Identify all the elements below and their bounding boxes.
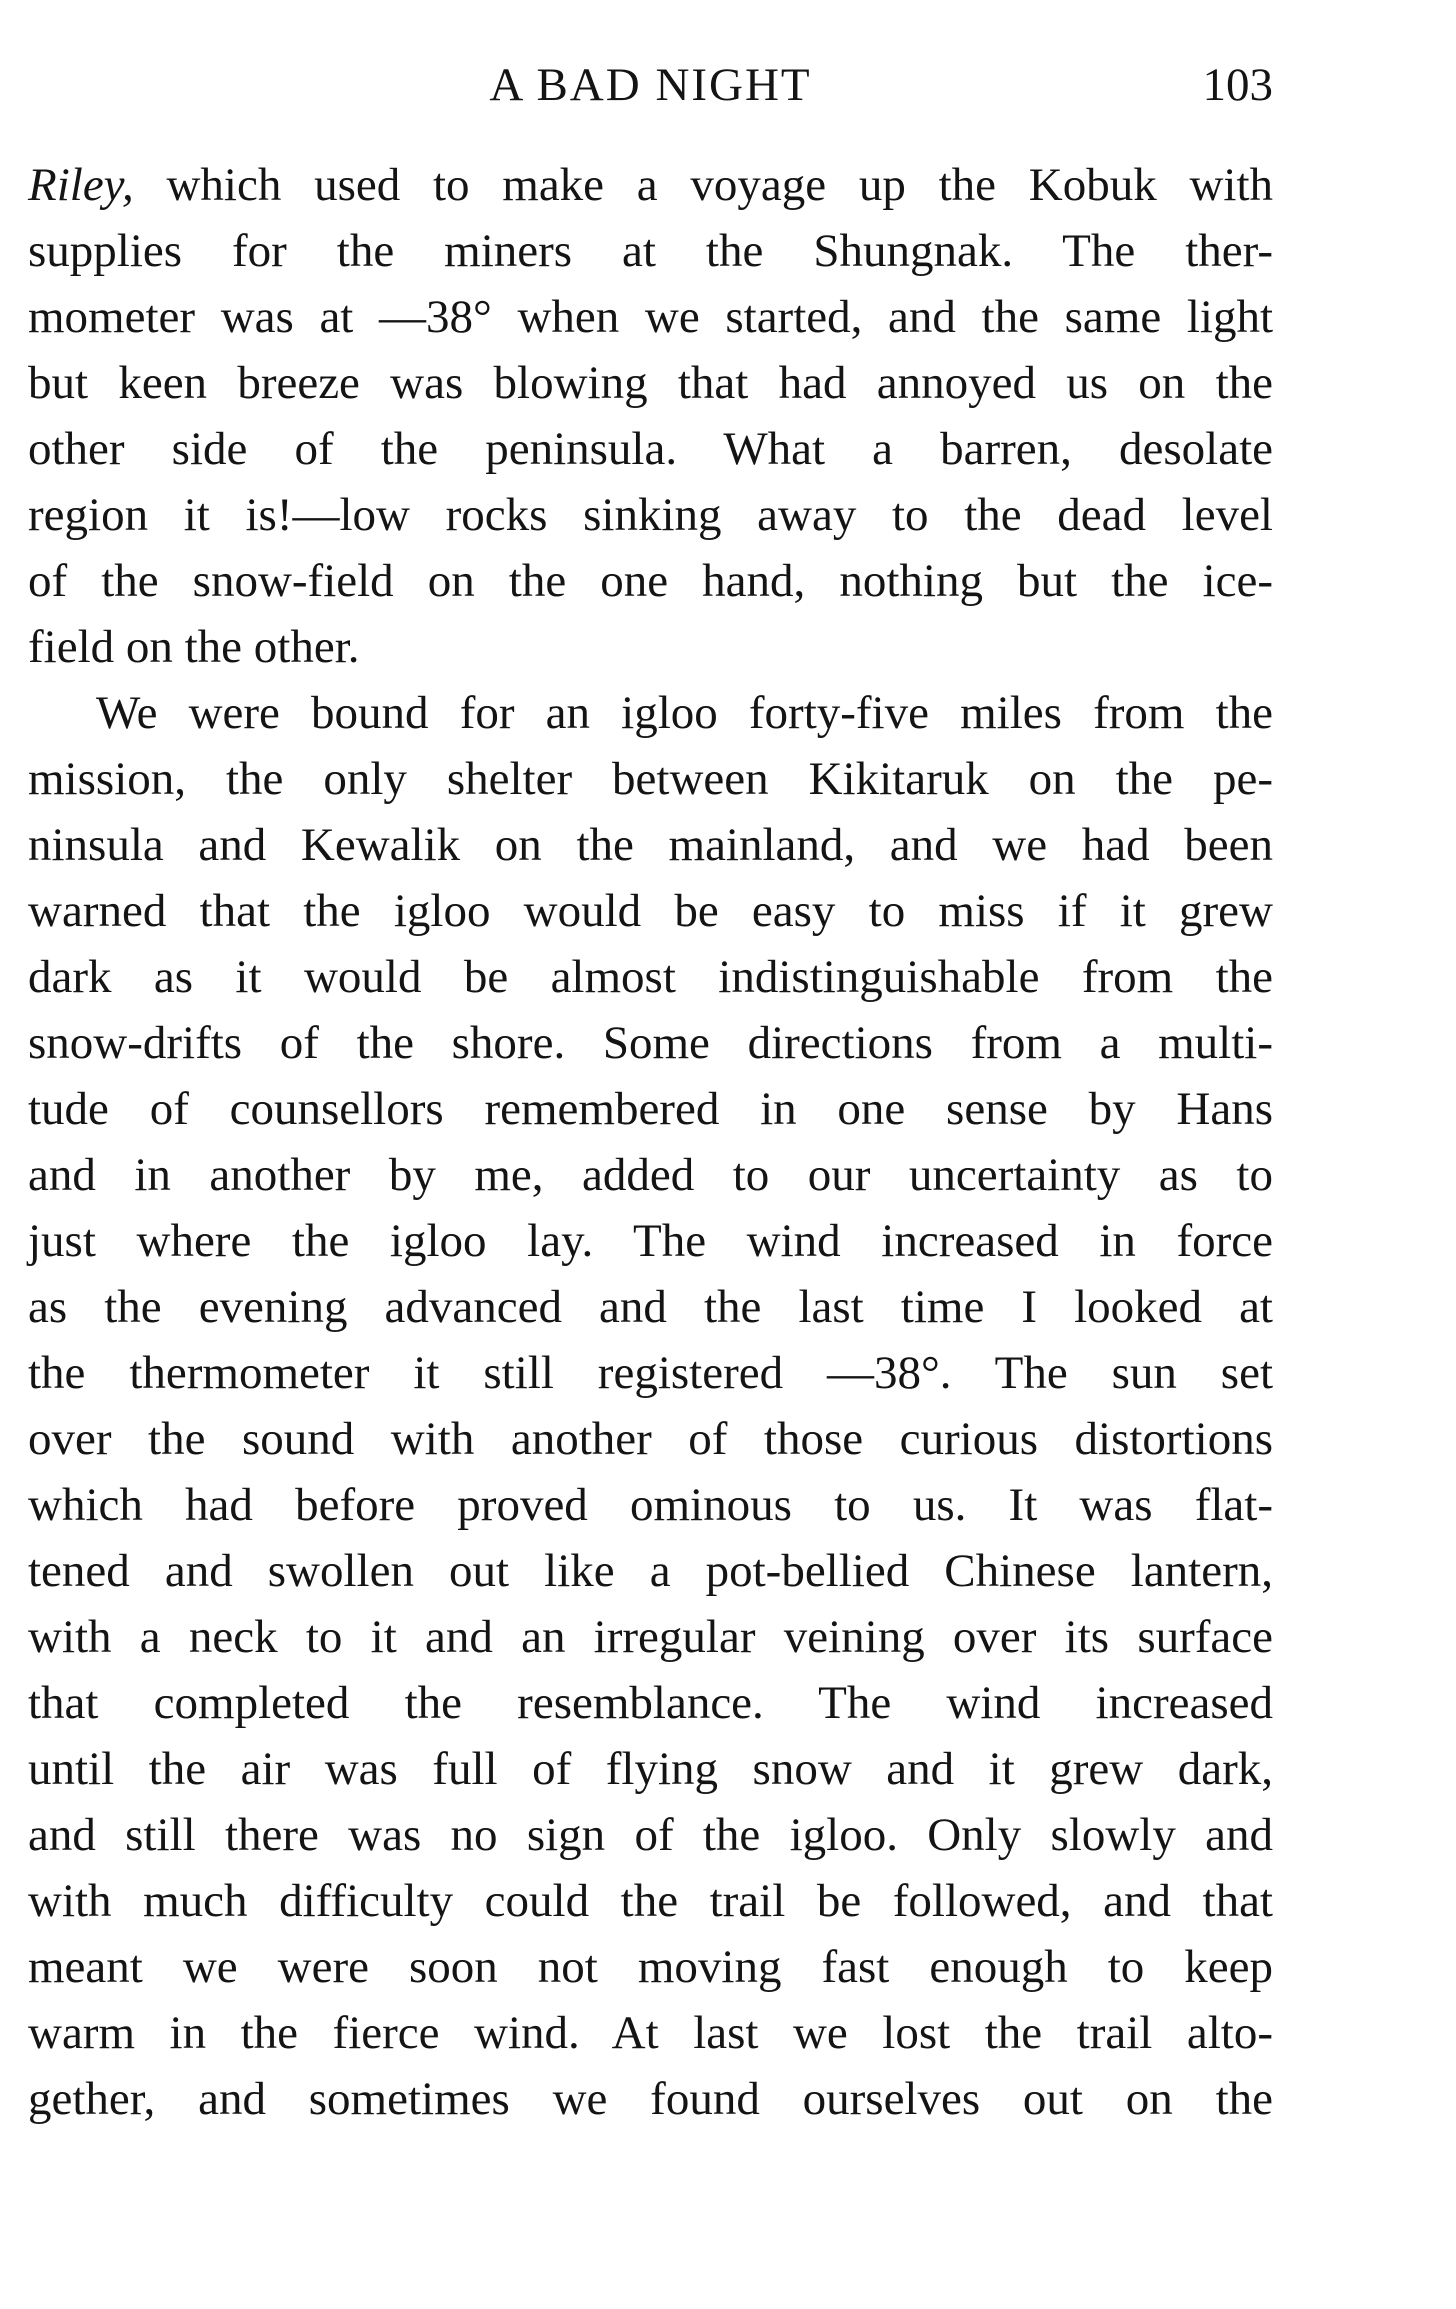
text-line: warned that the igloo would be easy to miss if it grew [28, 885, 1273, 937]
text-line: mission, the only shelter between Kikitaruk on the pe- [28, 753, 1273, 805]
text-line: which had before proved ominous to us. It was flat- [28, 1479, 1273, 1531]
text-line: and in another by me, added to our uncertainty as to [28, 1149, 1273, 1201]
text-line: until the air was full of flying snow and it grew dark, [28, 1743, 1273, 1795]
text-line: region it is!—low rocks sinking away to the dead level [28, 489, 1273, 541]
text-line: over the sound with another of those curious distortions [28, 1413, 1273, 1465]
text-line: supplies for the miners at the Shungnak. The ther- [28, 225, 1273, 277]
text-line: but keen breeze was blowing that had annoyed us on the [28, 357, 1273, 409]
running-head: A BAD NIGHT [489, 59, 812, 111]
text-line: and still there was no sign of the igloo. Only slowly and [28, 1809, 1273, 1861]
text-line: tened and swollen out like a pot-bellied Chinese lantern, [28, 1545, 1273, 1597]
text-line: gether, and sometimes we found ourselves out on the [28, 2073, 1273, 2125]
body-text [28, 152, 1273, 2132]
text-line: Riley, which used to make a voyage up the Kobuk with [28, 159, 1273, 211]
text-line: warm in the fierce wind. At last we lost the trail alto- [28, 2007, 1273, 2059]
page-number: 103 [1202, 59, 1273, 111]
text-line: other side of the peninsula. What a barren, desolate [28, 423, 1273, 475]
text-line: field on the other. [28, 621, 360, 673]
italic-ship-name: Riley, [28, 159, 134, 211]
text-line: ninsula and Kewalik on the mainland, and we had been [28, 819, 1273, 871]
text-line: mometer was at —38° when we started, and the same light [28, 291, 1273, 343]
text-line: that completed the resemblance. The wind increased [28, 1677, 1273, 1729]
paragraph-1 [28, 152, 1273, 680]
text-line: the thermometer it still registered —38°. The sun set [28, 1347, 1273, 1399]
text-line: meant we were soon not moving fast enough to keep [28, 1941, 1273, 1993]
text-line: just where the igloo lay. The wind increased in force [28, 1215, 1273, 1267]
text-line: tude of counsellors remembered in one sense by Hans [28, 1083, 1273, 1135]
text-line: of the snow-field on the one hand, nothing but the ice- [28, 555, 1273, 607]
text-line: with much difficulty could the trail be followed, and that [28, 1875, 1273, 1927]
text-line: as the evening advanced and the last time I looked at [28, 1281, 1273, 1333]
text-line: with a neck to it and an irregular veining over its surface [28, 1611, 1273, 1663]
text-line: dark as it would be almost indistinguishable from the [28, 951, 1273, 1003]
text-line: snow-drifts of the shore. Some directions from a multi- [28, 1017, 1273, 1069]
page-header [28, 50, 1273, 120]
text-line: We were bound for an igloo forty-five miles from the [96, 687, 1273, 739]
paragraph-2 [28, 680, 1273, 2132]
